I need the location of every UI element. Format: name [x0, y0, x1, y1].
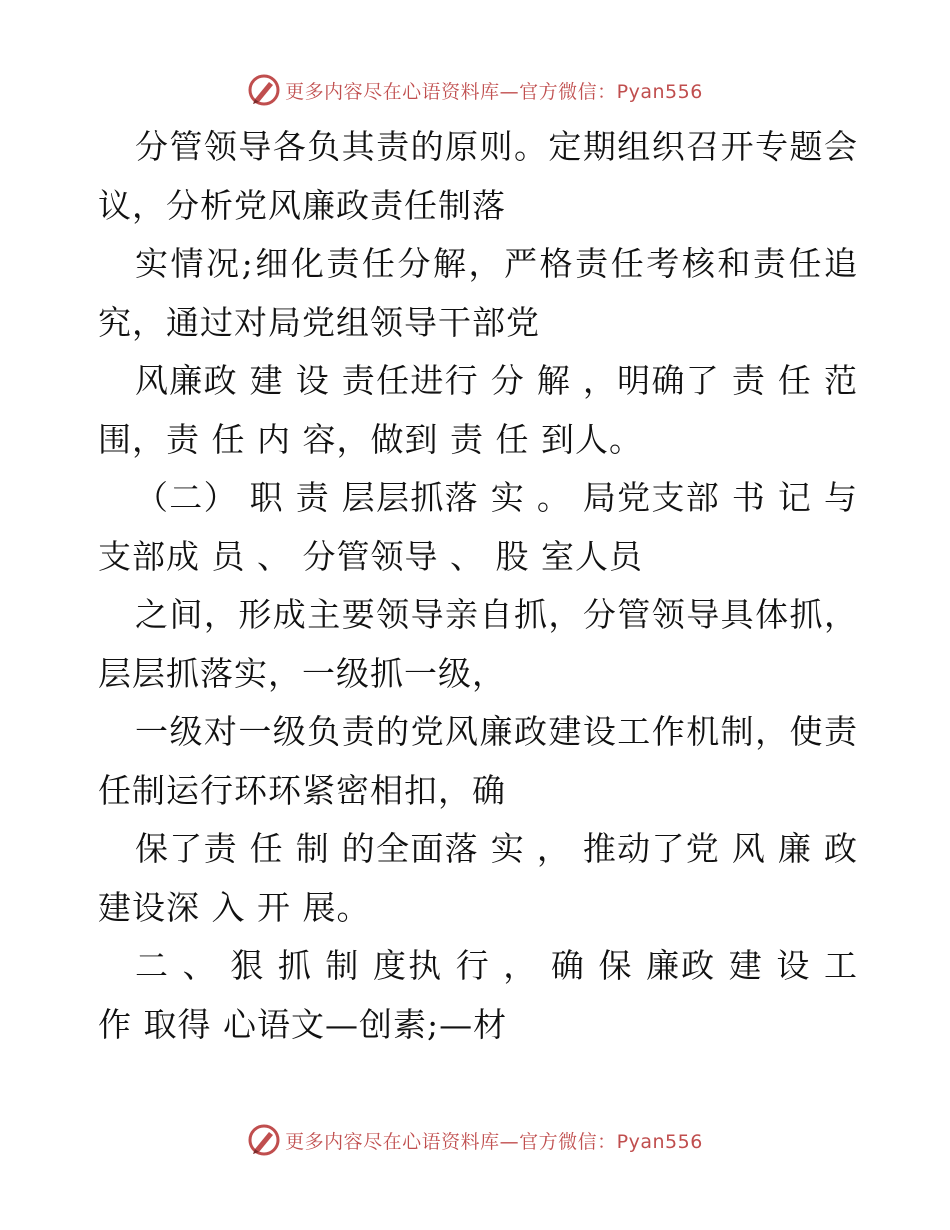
red-pen-circle-logo-icon: [247, 1123, 281, 1157]
header-watermark-text: 更多内容尽在心语资料库—官方微信：Pyan556: [285, 80, 703, 103]
paragraph: 一级对一级负责的党风廉政建设工作机制，使责任制运行环环紧密相扣，确: [98, 712, 858, 810]
footer-watermark-text: 更多内容尽在心语资料库—官方微信：Pyan556: [285, 1130, 703, 1153]
header-watermark: [0, 70, 950, 110]
paragraph: 风廉政 建 设 责任进行 分 解 ，明确了 责 任 范围，责 任 内 容，做到 责 任 到人。: [98, 361, 858, 459]
paragraph: （二） 职 责 层层抓落 实 。 局党支部 书 记 与支部成 员 、 分管领导 、 股 室人员: [98, 478, 858, 576]
paragraph: 实情况;细化责任分解，严格责任考核和责任追究，通过对局党组领导干部党: [98, 244, 858, 342]
paragraph: 二 、 狠 抓 制 度执 行 ， 确 保 廉政 建 设 工 作 取得 心语文—创素;—材: [98, 946, 870, 1044]
paragraph: 分管领导各负其责的原则。定期组织召开专题会议，分析党风廉政责任制落: [98, 127, 858, 225]
paragraph: 之间，形成主要领导亲自抓，分管领导具体抓，层层抓落实，一级抓一级，: [98, 595, 858, 693]
footer-watermark: [0, 1120, 950, 1160]
red-pen-circle-logo-icon: [247, 73, 281, 107]
document-body: [98, 118, 870, 1054]
paragraph: 保了责 任 制 的全面落 实 ， 推动了党 风 廉 政建设深 入 开 展。: [98, 829, 858, 927]
